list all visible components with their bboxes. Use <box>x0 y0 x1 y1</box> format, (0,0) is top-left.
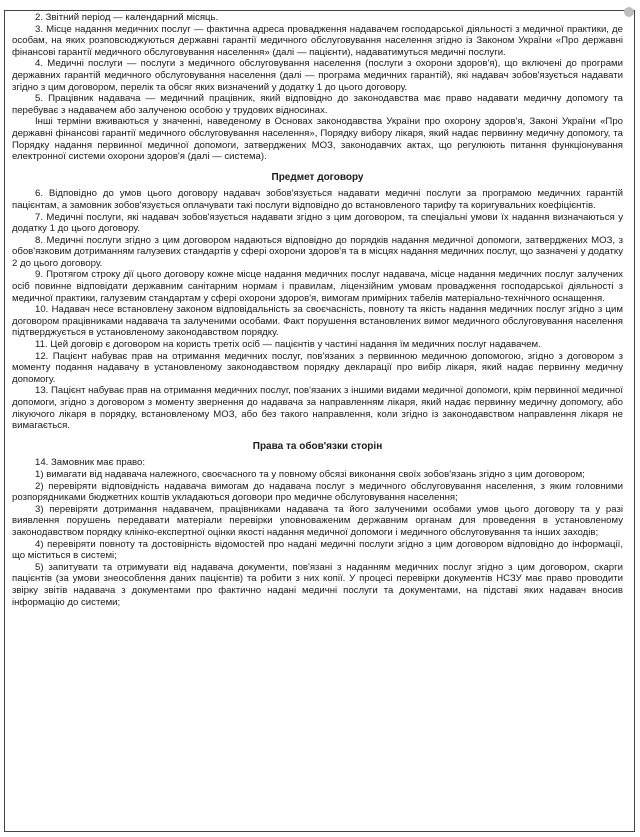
paragraph-other-terms: Інші терміни вживаються у значенні, наведеному в Основах законодавства України про охорону здоров'я, Законі України «Про державні фінансові гарантії медичного обслуговування населення», Порядку вибору лікаря, який надає первинну медичну допомогу, та Порядку надання первинної медичної допомоги, затверджених МОЗ, законодавчих актах, що регулюють питання функціонування електронної системи охорони здоров'я (далі — система). <box>12 116 623 163</box>
document-text <box>12 12 623 608</box>
paragraph-14-4: 4) перевіряти повноту та достовірність відомостей про надані медичні послуги згідно з цим договором відповідно до інформації, що міститься в системі; <box>12 538 623 562</box>
page-corner-mark <box>624 7 634 17</box>
paragraph-7: 7. Медичні послуги, які надавач зобов'язується надавати згідно з цим договором, та спеціальні умови їх надання визначаються у додатку 1 до цього договору. <box>12 211 623 235</box>
paragraph-8: 8. Медичні послуги згідно з цим договором надаються відповідно до порядків надання медичної допомоги, затверджених МОЗ, з обов'язковим дотриманням галузевих стандартів у сфері охорони здоров'я та в місцях надання медичних послуг, що зазначені у додатку 2 до цього договору. <box>12 234 623 269</box>
paragraph-medical-services: 4. Медичні послуги — послуги з медичного обслуговування населення (послуги з охорони здоров'я), що включені до програми державних гарантій медичного обслуговування населення (далі — програма медичних гарантій), які надавач зобов'язується надавати згідно з цим договором, перелік та обсяг яких визначений у додатку 1 до цього договору. <box>12 58 623 93</box>
paragraph-place-of-services: 3. Місце надання медичних послуг — фактична адреса провадження надавачем господарської діяльності з медичної практики, де особам, на яких розповсюджуються державні гарантії медичного обслуговування населення згідно із Законом України «Про державні фінансові гарантії медичного обслуговування населення» (далі — пацієнти), надаватимуться медичні послуги. <box>12 23 623 58</box>
paragraph-14-1: 1) вимагати від надавача належного, своєчасного та у повному обсязі виконання своїх зобов'язань згідно з цим договором; <box>35 468 585 480</box>
paragraph-reporting-period: 2. Звітний період — календарний місяць. <box>35 12 219 23</box>
paragraph-11: 11. Цей договір є договором на користь третіх осіб — пацієнтів у частині надання їм медичних послуг надавачем. <box>35 339 541 351</box>
paragraph-14-3: 3) перевіряти дотримання надавачем, працівниками надавача та його залученими особами умов цього договору та у разі виявлення порушень передавати матеріали перевірки уповноваженим державним органам для проведення в установленому законодавством порядку клініко-експертної оцінки якості надання медичної допомоги і медичного обслуговування та інших заходів; <box>12 503 623 538</box>
paragraph-14-2: 2) перевіряти відповідність надавача вимогам до надавача послуг з медичного обслуговування населення, з яким головними розпорядниками бюджетних коштів укладаються договори про медичне обслуговування населення; <box>12 480 623 504</box>
heading-rights-and-obligations: Права та обов'язки сторін <box>252 440 383 452</box>
paragraph-provider-employee: 5. Працівник надавача — медичний працівник, який відповідно до законодавства має право надавати медичну допомогу та перебуває з надавачем або залученою особою у трудових відносинах. <box>12 93 623 116</box>
paragraph-13: 13. Пацієнт набуває прав на отримання медичних послуг, пов'язаних з іншими видами медичної допомоги, крім первинної медичної допомоги, згідно з договором з моменту звернення до надавача за направленням лікаря, який надає первинну медичну допомогу, або лікуючого лікаря в порядку, встановленому МОЗ, або без такого направлення, коли згідно із законодавством направлення лікаря не вимагається. <box>12 385 623 432</box>
paragraph-14: 14. Замовник має право: <box>35 457 146 469</box>
paragraph-9: 9. Протягом строку дії цього договору кожне місце надання медичних послуг надавача, місце надання медичних послуг залучених осіб повинне відповідати державним санітарним нормам і правилам, ліцензійним умовам провадження господарської діяльності з медичної практики, галузевим стандартам у сфері охорони здоров'я, вимогам примірних табелів матеріально-технічного оснащення. <box>12 269 623 304</box>
paragraph-10: 10. Надавач несе встановлену законом відповідальність за своєчасність, повноту та якість надання медичних послуг згідно з цим договором працівниками надавача та залученими особами. Факт порушення встановлених вимог медичного обслуговування населення підтверджується в установленому законодавством порядку. <box>12 304 623 339</box>
paragraph-14-5: 5) запитувати та отримувати від надавача документи, пов'язані з наданням медичних послуг згідно з цим договором, скарги пацієнтів (за умови знеособлення даних пацієнтів) та робити з них копії. У процесі перевірки документів НСЗУ має право проводити звірку звітів надавача з документами про фактично надані медичні послуги та документами, на підставі яких надавач вносив інформацію до системи; <box>12 561 623 608</box>
heading-subject-of-contract: Предмет договору <box>271 171 364 183</box>
paragraph-6: 6. Відповідно до умов цього договору надавач зобов'язується надавати медичні послуги за програмою медичних гарантій пацієнтам, а замовник зобов'язується оплачувати такі послуги відповідно до встановленого тарифу та коригувальних коефіцієнтів. <box>12 188 623 211</box>
paragraph-12: 12. Пацієнт набуває прав на отримання медичних послуг, пов'язаних з первинною медичною допомогою, згідно з договором з моменту подання надавачу в установленому законодавством порядку декларації про вибір лікаря, який надає первинну медичну допомогу. <box>12 350 623 385</box>
